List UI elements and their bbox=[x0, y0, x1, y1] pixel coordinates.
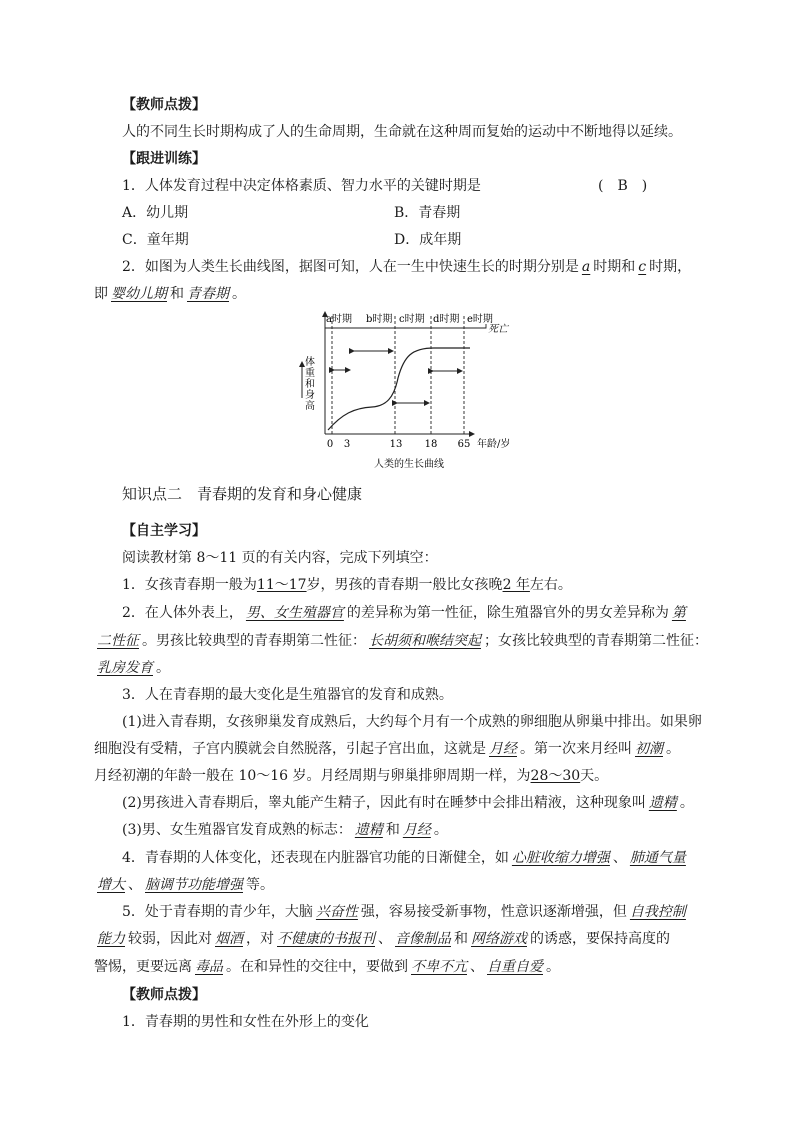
q1-option-c: C．童年期 bbox=[122, 232, 189, 248]
answer-heart: 心脏收缩力增强 bbox=[511, 850, 610, 866]
teacher-tips-text: 人的不同生长时期构成了人的生命周期，生命就在这种周而复始的运动中不断地得以延续。 bbox=[122, 124, 682, 140]
q2-answer-c: c bbox=[638, 259, 647, 275]
item4-line1: 4．青春期的人体变化，还表现在内脏器官功能的日渐健全，如 心脏收缩力增强 、 肺通气量 bbox=[122, 850, 686, 866]
item3-1-line1: (1)进入青春期，女孩卵巢发育成熟后，大约每个月有一个成熟的卵细胞从卵巢中排出。如果卵 bbox=[122, 714, 702, 730]
q1-option-a: A．幼儿期 bbox=[122, 205, 189, 221]
q1-answer: ( B ) bbox=[598, 178, 648, 194]
section2-title: 知识点二 青春期的发育和身心健康 bbox=[122, 485, 363, 503]
answer-first-sex-trait: 男、女生殖器官 bbox=[245, 605, 344, 621]
period-a: a时期 bbox=[326, 314, 352, 325]
item1: 1．女孩青春期一般为11～17岁，男孩的青春期一般比女孩晚2 年左右。 bbox=[122, 577, 572, 593]
item2-line3: 乳房发育 。 bbox=[94, 659, 170, 677]
period-d: d时期 bbox=[433, 314, 460, 325]
period-e: e时期 bbox=[467, 314, 493, 325]
answer-lung: 增大 bbox=[97, 877, 125, 893]
x-axis-label: 年龄/岁 bbox=[477, 439, 511, 450]
teacher-tips-2-heading: 【教师点拨】 bbox=[122, 987, 206, 1003]
answer-tobacco: 烟酒 bbox=[215, 931, 243, 947]
chart-title: 人类的生长曲线 bbox=[374, 459, 444, 470]
answer-audio-video: 音像制品 bbox=[395, 931, 451, 947]
answer-online-games: 网络游戏 bbox=[471, 931, 527, 947]
period-b: b时期 bbox=[366, 314, 393, 325]
answer-boy-delay: 2 年 bbox=[502, 577, 530, 593]
tick-13: 13 bbox=[389, 439, 403, 450]
item5-line2: 能力 较弱，因此对 烟酒 ，对 不健康的书报刊 、 音像制品 和 网络游戏 的诱惑，要保持高度的 bbox=[94, 930, 670, 948]
item3-1-line2: 细胞没有受精，子宫内膜就会自然脱落，引起子宫出血，这就是 月经 。第一次来月经叫 初潮 。 bbox=[94, 741, 680, 757]
q2-line2: 即 婴幼儿期 和 青春期 。 bbox=[94, 286, 246, 302]
answer-boy-trait: 长胡须和喉结突起 bbox=[369, 633, 481, 649]
answer-girl-trait: 乳房发育 bbox=[97, 660, 153, 676]
item3-1-line3: 月经初潮的年龄一般在 10～16 岁。月经周期与卵巢排卵周期一样，为28～30天。 bbox=[94, 768, 609, 784]
death-label: 死亡 bbox=[488, 324, 508, 335]
answer-self-control: 能力 bbox=[97, 931, 125, 947]
practice-heading: 【跟进训练】 bbox=[122, 151, 206, 167]
q1-option-b: B．青春期 bbox=[394, 205, 461, 221]
self-study-intro: 阅读教材第 8～11 页的有关内容，完成下列填空： bbox=[122, 550, 438, 566]
answer-excitability: 兴奋性 bbox=[315, 904, 358, 920]
tick-0: 0 bbox=[326, 439, 334, 450]
item3-3: (3)男、女生殖器官发育成熟的标志： 遗精 和 月经 。 bbox=[122, 822, 448, 838]
tick-65: 65 bbox=[457, 439, 471, 450]
answer-menstruation: 月经 bbox=[489, 741, 517, 757]
answer-drugs: 毒品 bbox=[195, 959, 223, 975]
q2-answer-a: a bbox=[581, 259, 591, 275]
answer-mark-boy: 遗精 bbox=[354, 822, 383, 838]
self-study-heading: 【自主学习】 bbox=[122, 523, 206, 539]
teacher-tips-heading: 【教师点拨】 bbox=[122, 97, 206, 113]
q2-line1: 2．如图为人类生长曲线图，据图可知，人在一生中快速生长的时期分别是 a 时期和 c 时期， bbox=[122, 259, 692, 275]
q1-stem: 1．人体发育过程中决定体格素质、智力水平的关键时期是 bbox=[122, 178, 481, 194]
q1-option-d: D．成年期 bbox=[394, 232, 462, 248]
teacher-tips-2-item1: 1．青春期的男性和女性在外形上的变化 bbox=[122, 1014, 369, 1030]
answer-emission: 遗精 bbox=[648, 795, 677, 811]
tick-18: 18 bbox=[424, 439, 438, 450]
item2-line1: 2．在人体外表上， 男、女生殖器官 的差异称为第一性征，除生殖器官外的男女差异称为 第 bbox=[122, 605, 686, 621]
item4-line2: 增大 、 脑调节功能增强 等。 bbox=[94, 876, 274, 894]
answer-menarche: 初潮 bbox=[635, 741, 663, 757]
item3-2: (2)男孩进入青春期后，睾丸能产生精子，因此有时在睡梦中会排出精液，这种现象叫 遗精 。 bbox=[122, 795, 694, 811]
answer-unhealthy-media: 不健康的书报刊 bbox=[277, 931, 375, 947]
answer-brain: 脑调节功能增强 bbox=[145, 877, 243, 893]
answer-dignity: 不卑不亢 bbox=[411, 959, 467, 975]
growth-curve bbox=[328, 348, 470, 430]
answer-second-sex-trait: 二性征 bbox=[97, 633, 139, 649]
answer-cycle: 28～30 bbox=[530, 768, 581, 784]
tick-3: 3 bbox=[343, 439, 351, 450]
answer-mark-girl: 月经 bbox=[402, 822, 431, 838]
period-c: c时期 bbox=[399, 314, 425, 325]
answer-girl-age: 11～17 bbox=[256, 577, 307, 593]
q2-answer-infant: 婴幼儿期 bbox=[111, 286, 167, 302]
item5-line3: 警惕，更要远离 毒品 。在和异性的交往中，要做到 不卑不亢 、 自重自爱 。 bbox=[94, 959, 560, 975]
item5-line1: 5．处于青春期的青少年，大脑 兴奋性 强，容易接受新事物，性意识逐渐增强，但 自我控制 bbox=[122, 904, 686, 920]
y-axis-label: 体重和身高 bbox=[302, 356, 314, 411]
answer-self-respect: 自重自爱 bbox=[487, 959, 543, 975]
item3: 3．人在青春期的最大变化是生殖器官的发育和成熟。 bbox=[122, 687, 453, 703]
growth-curve-chart bbox=[294, 306, 524, 474]
q2-answer-youth: 青春期 bbox=[187, 286, 229, 302]
item2-line2: 二性征 。男孩比较典型的青春期第二性征： 长胡须和喉结突起 ；女孩比较典型的青春期第二性征： bbox=[94, 632, 708, 650]
